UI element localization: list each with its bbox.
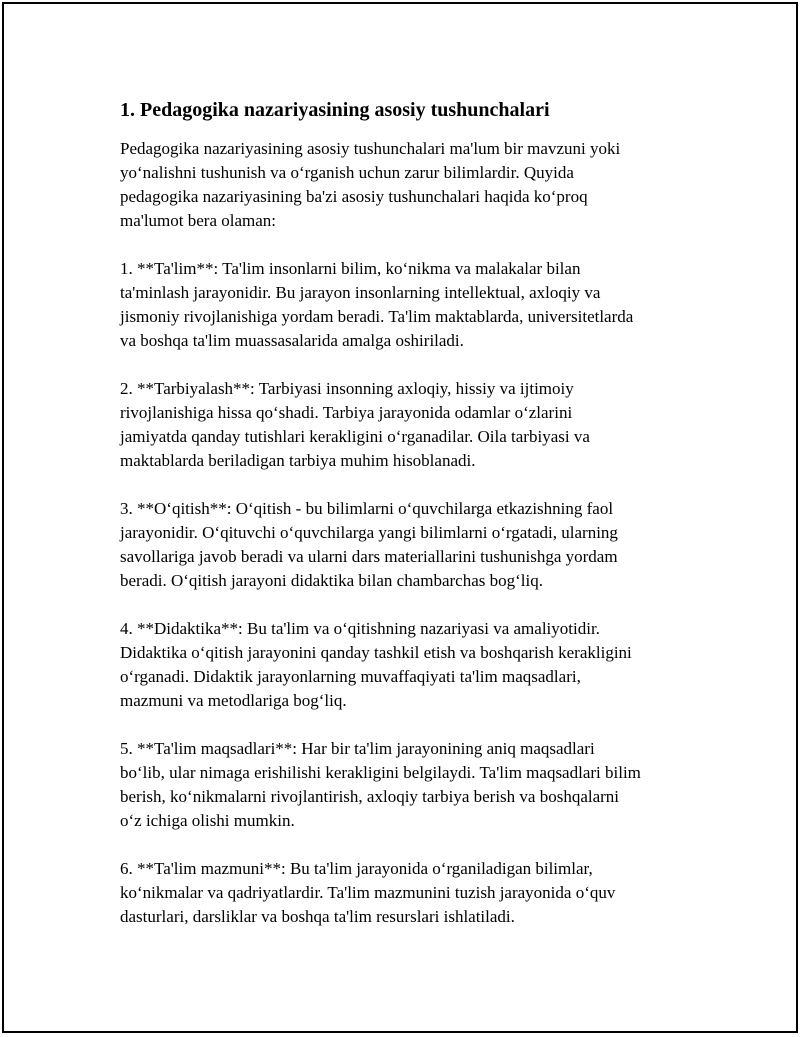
paragraph-line: ko‘nikmalar va qadriyatlardir. Ta'lim mazmunini tuzish jarayonida o‘quv: [120, 883, 616, 902]
paragraph-line: beradi. O‘qitish jarayoni didaktika bilan chambarchas bog‘liq.: [120, 571, 543, 590]
paragraph-line: savollariga javob beradi va ularni dars materiallarini tushunishga yordam: [120, 547, 618, 566]
document-page: [2, 2, 798, 1033]
paragraph-line: 6. **Ta'lim mazmuni**: Bu ta'lim jarayonida o‘rganiladigan bilimlar,: [120, 859, 593, 878]
paragraph-line: dasturlari, darsliklar va boshqa ta'lim resurslari ishlatiladi.: [120, 907, 515, 926]
paragraph-line: o‘z ichiga olishi mumkin.: [120, 811, 295, 830]
paragraph-line: mazmuni va metodlariga bog‘liq.: [120, 691, 347, 710]
paragraph-line: yo‘nalishni tushunish va o‘rganish uchun zarur bilimlardir. Quyida: [120, 163, 574, 182]
section-heading: 1. Pedagogika nazariyasining asosiy tushunchalari: [120, 99, 550, 121]
paragraph-line: 5. **Ta'lim maqsadlari**: Har bir ta'lim jarayonining aniq maqsadlari: [120, 739, 595, 758]
paragraph-line: pedagogika nazariyasining ba'zi asosiy tushunchalari haqida ko‘proq: [120, 187, 588, 206]
intro-paragraph: [120, 137, 720, 233]
paragraph-line: Pedagogika nazariyasining asosiy tushunchalari ma'lum bir mavzuni yoki: [120, 139, 621, 158]
paragraph-line: 2. **Tarbiyalash**: Tarbiyasi insonning axloqiy, hissiy va ijtimoiy: [120, 379, 574, 398]
paragraph-line: 1. **Ta'lim**: Ta'lim insonlarni bilim, ko‘nikma va malakalar bilan: [120, 259, 581, 278]
paragraph-line: va boshqa ta'lim muassasalarida amalga oshiriladi.: [120, 331, 464, 350]
numbered-paragraph: [120, 857, 720, 929]
paragraph-line: ma'lumot bera olaman:: [120, 211, 277, 230]
numbered-paragraph: [120, 377, 720, 473]
paragraph-line: rivojlanishiga hissa qo‘shadi. Tarbiya jarayonida odamlar o‘zlarini: [120, 403, 573, 422]
paragraph-line: maktablarda beriladigan tarbiya muhim hisoblanadi.: [120, 451, 476, 470]
paragraph-line: jamiyatda qanday tutishlari kerakligini o‘rganadilar. Oila tarbiyasi va: [120, 427, 590, 446]
document-body: [120, 97, 720, 953]
paragraph-line: 3. **O‘qitish**: O‘qitish - bu bilimlarni o‘quvchilarga etkazishning faol: [120, 499, 614, 518]
paragraph-line: jarayonidir. O‘qituvchi o‘quvchilarga yangi bilimlarni o‘rgatadi, ularning: [120, 523, 618, 542]
paragraph-line: berish, ko‘nikmalarni rivojlantirish, axloqiy tarbiya berish va boshqalarni: [120, 787, 620, 806]
paragraph-line: jismoniy rivojlanishiga yordam beradi. Ta'lim maktablarda, universitetlarda: [120, 307, 634, 326]
paragraph-line: ta'minlash jarayonidir. Bu jarayon insonlarning intellektual, axloqiy va: [120, 283, 601, 302]
paragraph-list: [120, 137, 720, 929]
numbered-paragraph: [120, 737, 720, 833]
paragraph-line: 4. **Didaktika**: Bu ta'lim va o‘qitishning nazariyasi va amaliyotidir.: [120, 619, 600, 638]
numbered-paragraph: [120, 497, 720, 593]
numbered-paragraph: [120, 257, 720, 353]
numbered-paragraph: [120, 617, 720, 713]
paragraph-line: bo‘lib, ular nimaga erishilishi kerakligini belgilaydi. Ta'lim maqsadlari bilim: [120, 763, 641, 782]
paragraph-line: o‘rganadi. Didaktik jarayonlarning muvaffaqiyati ta'lim maqsadlari,: [120, 667, 581, 686]
paragraph-line: Didaktika o‘qitish jarayonini qanday tashkil etish va boshqarish kerakligini: [120, 643, 632, 662]
